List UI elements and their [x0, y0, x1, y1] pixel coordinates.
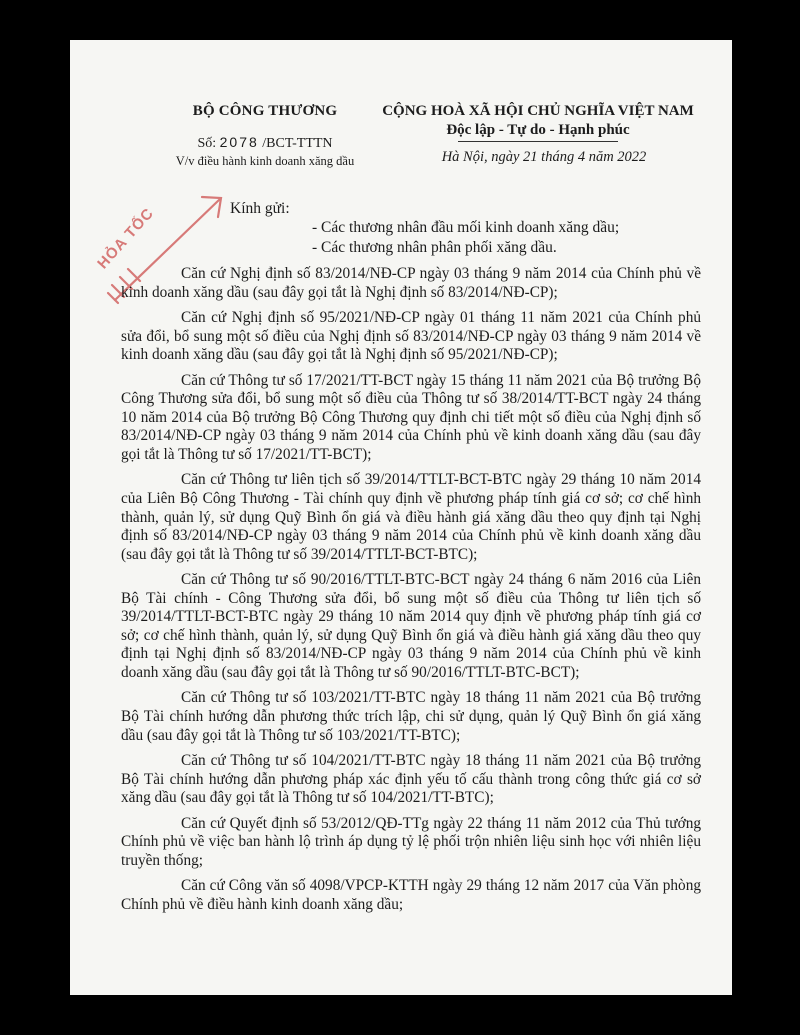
document-number — [165, 134, 365, 152]
body-paragraph: Căn cứ Nghị định số 95/2021/NĐ-CP ngày 01 tháng 11 năm 2021 của Chính phủ sửa đổi, bổ sung một số điều của Nghị định số 83/2014/NĐ-CP ngày 03 tháng 9 năm 2014 về kinh doanh xăng dầu (sau đây gọi tắt là Nghị định số 95/2021/NĐ-CP); — [121, 308, 701, 364]
body-paragraph: Căn cứ Nghị định số 83/2014/NĐ-CP ngày 03 tháng 9 năm 2014 của Chính phủ về kinh doanh xăng dầu (sau đây gọi tắt là Nghị định số 83/2014/NĐ-CP); — [121, 265, 701, 301]
body-paragraph: Căn cứ Quyết định số 53/2012/QĐ-TTg ngày 22 tháng 11 năm 2012 của Thủ tướng Chính phủ về việc ban hành lộ trình áp dụng tỷ lệ phối trộn nhiên liệu sinh học với nhiên liệu truyền thống; — [121, 814, 701, 869]
document-body — [121, 265, 701, 921]
doc-no-suffix: /BCT-TTTN — [262, 136, 333, 151]
national-header — [368, 103, 708, 166]
body-paragraph: Căn cứ Thông tư số 104/2021/TT-BTC ngày 18 tháng 11 năm 2021 của Bộ trưởng Bộ Tài chính hướng dẫn phương pháp xác định yếu tố cấu thành trong công thức giá cơ sở xăng dầu (sau đây gọi tắt là Thông tư số 104/2021/TT-BTC); — [121, 752, 701, 807]
place-date: Hà Nội, ngày 21 tháng 4 năm 2022 — [441, 149, 647, 165]
document-subject: V/v điều hành kinh doanh xăng dầu — [175, 154, 355, 168]
urgent-stamp: HỎA TỐC — [94, 204, 158, 273]
body-paragraph: Căn cứ Công văn số 4098/VPCP-KTTH ngày 29 tháng 12 năm 2017 của Văn phòng Chính phủ về điều hành kinh doanh xăng dầu; — [121, 877, 701, 913]
body-paragraph: Căn cứ Thông tư số 90/2016/TTLT-BTC-BCT ngày 24 tháng 6 năm 2016 của Liên Bộ Tài chính - Công Thương sửa đổi, bổ sung một số điều của Thông tư liên tịch số 39/2014/TTLT-BCT-BTC ngày 29 tháng 10 năm 2014 quy định về phương pháp tính giá cơ sở; cơ chế hình thành, quản lý, sử dụng Quỹ Bình ổn giá và điều hành giá xăng dầu theo quy định tại Nghị định số 83/2014/NĐ-CP ngày 03 tháng 9 năm 2014 của Chính phủ về kinh doanh xăng dầu (sau đây gọi tắt là Thông tư số 90/2016/TTLT-BTC-BCT); — [121, 571, 701, 682]
recipient-item: - Các thương nhân đầu mối kinh doanh xăng dầu; — [312, 219, 620, 236]
agency-name: BỘ CÔNG THƯƠNG — [192, 103, 338, 119]
motto-underline — [458, 141, 618, 142]
greeting: Kính gửi: — [230, 200, 290, 217]
doc-no-prefix: Số: — [197, 136, 217, 151]
document-page — [70, 40, 732, 995]
national-motto: Độc lập - Tự do - Hạnh phúc — [446, 122, 630, 138]
recipient-list — [312, 218, 619, 258]
body-paragraph: Căn cứ Thông tư số 17/2021/TT-BCT ngày 15 tháng 11 năm 2021 của Bộ trưởng Bộ Công Thương sửa đổi, bổ sung một số điều của Thông tư số 38/2014/TT-BCT ngày 24 tháng 10 năm 2014 của Bộ trưởng Bộ Công Thương quy định chi tiết một số điều của Nghị định số 83/2014/NĐ-CP ngày 03 tháng 9 năm 2014 của Chính phủ về kinh doanh xăng dầu (sau đây gọi tắt là Thông tư số 17/2021/TT-BCT); — [121, 371, 701, 463]
recipient-item: - Các thương nhân phân phối xăng dầu. — [312, 239, 557, 256]
doc-no-number: 2078 — [219, 134, 259, 150]
body-paragraph: Căn cứ Thông tư liên tịch số 39/2014/TTLT-BCT-BTC ngày 29 tháng 10 năm 2014 của Liên Bộ Công Thương - Tài chính quy định về phương pháp tính giá cơ sở; cơ chế hình thành, quản lý, sử dụng Quỹ Bình ổn giá và điều hành giá xăng dầu theo quy định tại Nghị định số 83/2014/NĐ-CP ngày 03 tháng 9 năm 2014 của Chính phủ về kinh doanh xăng dầu (sau đây gọi tắt là Thông tư số 39/2014/TTLT-BCT-BTC); — [121, 471, 701, 563]
national-title: CỘNG HOÀ XÃ HỘI CHỦ NGHĨA VIỆT NAM — [382, 103, 694, 119]
agency-header — [165, 103, 365, 169]
body-paragraph: Căn cứ Thông tư số 103/2021/TT-BTC ngày 18 tháng 11 năm 2021 của Bộ trưởng Bộ Tài chính hướng dẫn phương thức trích lập, chi sử dụng, quản lý Quỹ Bình ổn giá xăng dầu (sau đây gọi tắt là Thông tư số 103/2021/TT-BTC); — [121, 689, 701, 744]
